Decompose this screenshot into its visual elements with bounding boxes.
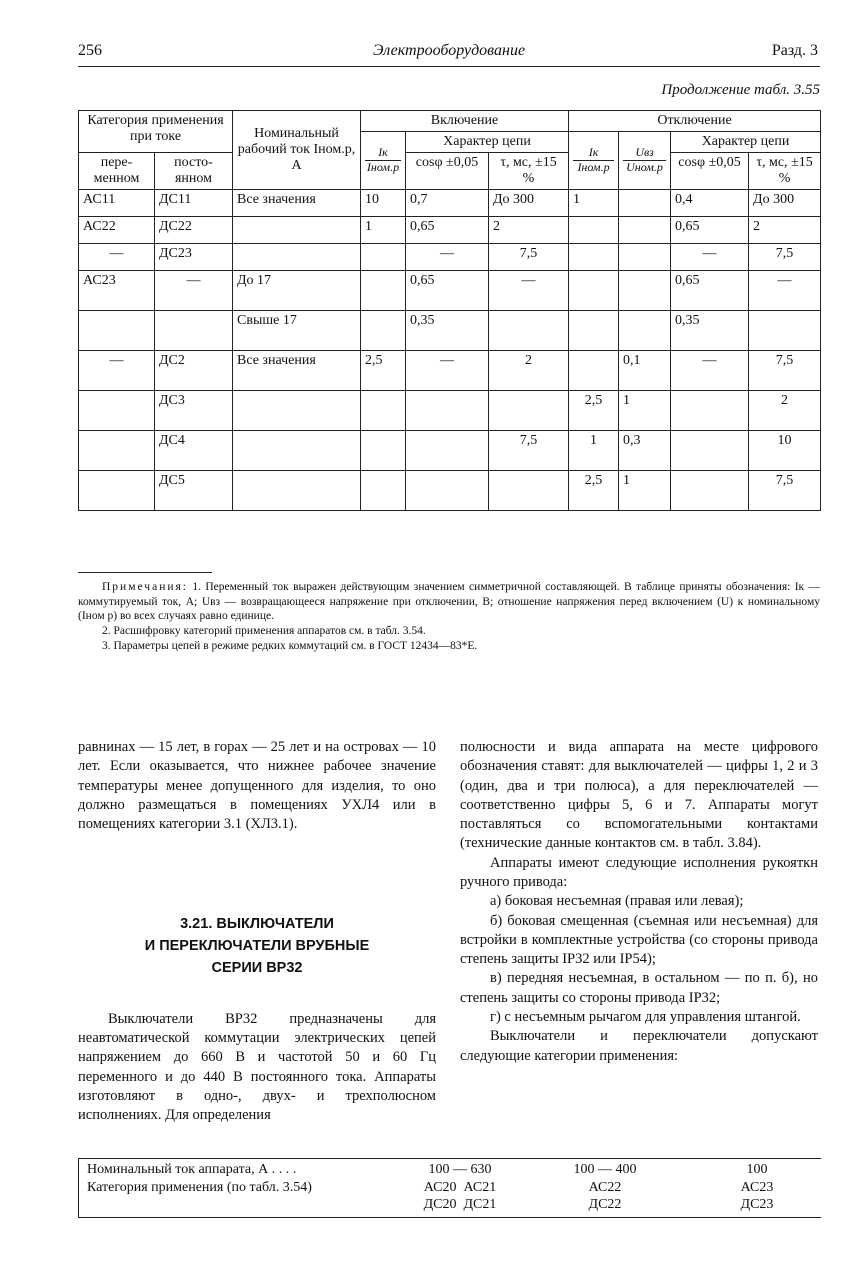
cell-current	[233, 471, 361, 511]
cell-cos-off	[671, 431, 749, 471]
cell-tau-on: До 300	[489, 190, 569, 217]
cell-ac	[79, 311, 155, 351]
paragraph: Аппараты имеют следующие исполнения рукояткн ручного привода:	[460, 854, 818, 890]
cell-ik-on	[361, 431, 406, 471]
cell-cos-on: 0,35	[406, 311, 489, 351]
cell-current: Все значения	[233, 190, 361, 217]
u-denominator: Uном.р	[626, 160, 663, 175]
cell-current: Свыше 17	[233, 311, 361, 351]
cell-tau-off: До 300	[749, 190, 821, 217]
cell-cos-on	[406, 391, 489, 431]
category-box	[78, 1158, 821, 1218]
note-2: 2. Расшифровку категорий применения аппаратов см. в табл. 3.54.	[102, 625, 426, 638]
cell-u	[619, 217, 671, 244]
table-row	[79, 217, 821, 244]
cell-current: Все значения	[233, 351, 361, 391]
cell-cos-off: 0,4	[671, 190, 749, 217]
header-circuit-off: Характер цепи	[671, 132, 821, 153]
paragraph: Выключатели ВР32 предназначены для неавтоматической коммутации электрических цепей напряжением до 660 В и частотой 50 и 60 Гц переменного и до 440 В постоянного тока. Аппараты изготовляют в одно-, двух- и трехполюсном исполнениях. Для определения	[78, 1010, 436, 1124]
page-header	[78, 40, 820, 67]
cell-cos-off	[671, 471, 749, 511]
data-table	[78, 110, 821, 511]
cell-u: 0,1	[619, 351, 671, 391]
cell-u: 0,3	[619, 431, 671, 471]
table-row	[79, 271, 821, 311]
box-value: АС22	[588, 1180, 622, 1195]
paragraph: Выключатели и переключатели допускают следующие категории применения:	[460, 1028, 818, 1064]
table-row	[79, 471, 821, 511]
paragraph: равнинах — 15 лет, в горах — 25 лет и на островах — 10 лет. Если оказывается, что нижнее рабочее значение температуры менее допущенного для изделия, то оно должно размещаться в помещениях УХЛ4 или в помещениях категории 3.1 (ХЛ3.1).	[78, 739, 436, 833]
cell-dc: ДС22	[155, 217, 233, 244]
cell-tau-on	[489, 311, 569, 351]
cell-tau-on: 2	[489, 217, 569, 244]
running-title: Электрооборудование	[372, 42, 526, 59]
cell-cos-off: 0,35	[671, 311, 749, 351]
cell-cos-on: 0,65	[406, 217, 489, 244]
cell-current	[233, 244, 361, 271]
ik-numerator: Iк	[365, 146, 401, 161]
header-u-ratio	[619, 132, 671, 190]
ik-denominator: Iном.р	[366, 160, 400, 175]
cell-ik-on	[361, 471, 406, 511]
cell-ik-off: 1	[569, 431, 619, 471]
header-ik-ratio-off	[569, 132, 619, 190]
cell-ik-off	[569, 271, 619, 311]
cell-cos-on: —	[406, 351, 489, 391]
cell-ac: АС23	[79, 271, 155, 311]
cell-tau-on: 2	[489, 351, 569, 391]
left-column	[78, 738, 436, 1125]
header-ik-ratio-on	[361, 132, 406, 190]
cell-u	[619, 311, 671, 351]
table-row	[79, 311, 821, 351]
box-value: ДС22	[588, 1197, 622, 1212]
cell-tau-off: 10	[749, 431, 821, 471]
cell-ik-off: 2,5	[569, 391, 619, 431]
cell-u	[619, 190, 671, 217]
cell-cos-off	[671, 391, 749, 431]
header-on: Включение	[361, 111, 569, 132]
cell-tau-off: 2	[749, 391, 821, 431]
cell-ik-on	[361, 244, 406, 271]
header-dc: посто-янном	[155, 153, 233, 190]
header-tau-on: τ, мс, ±15 %	[489, 153, 569, 190]
box-value: 100 — 630	[428, 1162, 492, 1177]
note-3: 3. Параметры цепей в режиме редких коммутаций см. в ГОСТ 12434—83*Е.	[102, 639, 478, 652]
cell-cos-off: 0,65	[671, 217, 749, 244]
cell-ik-off: 2,5	[569, 471, 619, 511]
cell-dc: ДС11	[155, 190, 233, 217]
cell-u	[619, 271, 671, 311]
header-ac: пере-менном	[79, 153, 155, 190]
cell-tau-off: 7,5	[749, 351, 821, 391]
cell-cos-off: 0,65	[671, 271, 749, 311]
cell-dc	[155, 311, 233, 351]
box-value: 100	[746, 1162, 768, 1177]
ik-numerator: Iк	[573, 146, 614, 161]
ik-denominator: Iном.р	[577, 160, 610, 175]
cell-cos-on: —	[406, 244, 489, 271]
box-value: ДС20 ДС21	[423, 1197, 497, 1212]
cell-cos-on: 0,7	[406, 190, 489, 217]
box-label-category: Категория применения (по табл. 3.54)	[87, 1180, 312, 1195]
cell-dc: —	[155, 271, 233, 311]
cell-ac: —	[79, 351, 155, 391]
cell-u	[619, 244, 671, 271]
cell-tau-on: —	[489, 271, 569, 311]
cell-ik-off	[569, 244, 619, 271]
list-item: в) передняя несъемная, в остальном — по п. б), но степень защиты со стороны привода IP32;	[460, 970, 818, 1006]
cell-ik-off	[569, 351, 619, 391]
notes-label: Примечания:	[102, 581, 188, 593]
header-cos-off: cosφ ±0,05	[671, 153, 749, 190]
section-heading-line1: 3.21. ВЫКЛЮЧАТЕЛИ	[180, 916, 334, 933]
cell-ik-on	[361, 271, 406, 311]
cell-tau-on: 7,5	[489, 244, 569, 271]
box-value: АС20 АС21	[423, 1180, 497, 1195]
cell-ik-off	[569, 217, 619, 244]
header-category: Категория применения при токе	[79, 111, 233, 153]
cell-cos-on	[406, 471, 489, 511]
header-current: Номинальный рабочий ток Iном.р, А	[233, 111, 361, 190]
cell-tau-off: 7,5	[749, 244, 821, 271]
cell-current	[233, 431, 361, 471]
list-item: а) боковая несъемная (правая или левая);	[490, 893, 744, 910]
box-label-current: Номинальный ток аппарата, А . . . .	[87, 1162, 297, 1177]
header-circuit-on: Характер цепи	[406, 132, 569, 153]
cell-tau-off: —	[749, 271, 821, 311]
section-heading-line3: СЕРИИ ВР32	[211, 959, 303, 976]
table-continuation: Продолжение табл. 3.55	[661, 82, 820, 98]
cell-dc: ДС23	[155, 244, 233, 271]
cell-tau-off: 7,5	[749, 471, 821, 511]
cell-ik-on: 10	[361, 190, 406, 217]
paragraph: полюсности и вида аппарата на месте цифрового обозначения ставят: для выключателей — цифры 1, 2 и 3 (один, два и три полюса), а для переключателей — соответственно цифры 5, 6 и 7. Аппараты могут поставляться со вспомогательными контактами (технические данные контактов см. в табл. 3.84).	[460, 739, 818, 852]
cell-current: До 17	[233, 271, 361, 311]
cell-cos-on	[406, 431, 489, 471]
cell-current	[233, 391, 361, 431]
cell-tau-off	[749, 311, 821, 351]
table-row	[79, 351, 821, 391]
cell-ik-on: 2,5	[361, 351, 406, 391]
cell-dc: ДС5	[155, 471, 233, 511]
cell-tau-off: 2	[749, 217, 821, 244]
table-row	[79, 190, 821, 217]
box-value: 100 — 400	[573, 1162, 637, 1177]
table-notes	[78, 580, 820, 654]
cell-dc: ДС4	[155, 431, 233, 471]
cell-ik-off: 1	[569, 190, 619, 217]
cell-tau-on	[489, 471, 569, 511]
page-number: 256	[78, 42, 102, 59]
cell-u: 1	[619, 391, 671, 431]
note-1	[78, 580, 820, 624]
header-off: Отключение	[569, 111, 821, 132]
cell-current	[233, 217, 361, 244]
list-item: г) с несъемным рычагом для управления штангой.	[490, 1008, 801, 1025]
cell-dc: ДС3	[155, 391, 233, 431]
header-tau-off: τ, мс, ±15 %	[749, 153, 821, 190]
cell-ik-on: 1	[361, 217, 406, 244]
table-row	[79, 244, 821, 271]
cell-u: 1	[619, 471, 671, 511]
cell-ac	[79, 471, 155, 511]
cell-ac: —	[79, 244, 155, 271]
table-row	[79, 431, 821, 471]
section-label: Разд. 3	[771, 42, 818, 59]
u-numerator: Uвз	[623, 146, 666, 161]
footnote-rule	[78, 572, 212, 573]
note-1-text: 1. Переменный ток выражен действующим значением симметричной составляющей. В таблице приняты обозначения: Iк — коммутируемый ток, А; Uвз — возвращающееся напряжение при отключении, В; отношение напряжения перед включением (U) к номинальному (Iном р) во всех случаях равно единице.	[78, 581, 820, 623]
box-value: АС23	[740, 1180, 774, 1195]
cell-ik-on	[361, 311, 406, 351]
cell-ac	[79, 431, 155, 471]
cell-ik-on	[361, 391, 406, 431]
cell-cos-off: —	[671, 351, 749, 391]
cell-ac: АС22	[79, 217, 155, 244]
list-item: б) боковая смещенная (съемная или несъемная) для встройки в комплектные устройства (со стороны привода степень защиты IP32 или IP54);	[460, 912, 818, 968]
cell-tau-on: 7,5	[489, 431, 569, 471]
right-column	[460, 738, 818, 1066]
cell-ac	[79, 391, 155, 431]
cell-ac: АС11	[79, 190, 155, 217]
cell-dc: ДС2	[155, 351, 233, 391]
box-value: ДС23	[740, 1197, 774, 1212]
cell-ik-off	[569, 311, 619, 351]
cell-tau-on	[489, 391, 569, 431]
header-cos-on: cosφ ±0,05	[406, 153, 489, 190]
section-heading-line2: И ПЕРЕКЛЮЧАТЕЛИ ВРУБНЫЕ	[144, 938, 370, 955]
table-row	[79, 391, 821, 431]
cell-cos-off: —	[671, 244, 749, 271]
cell-cos-on: 0,65	[406, 271, 489, 311]
